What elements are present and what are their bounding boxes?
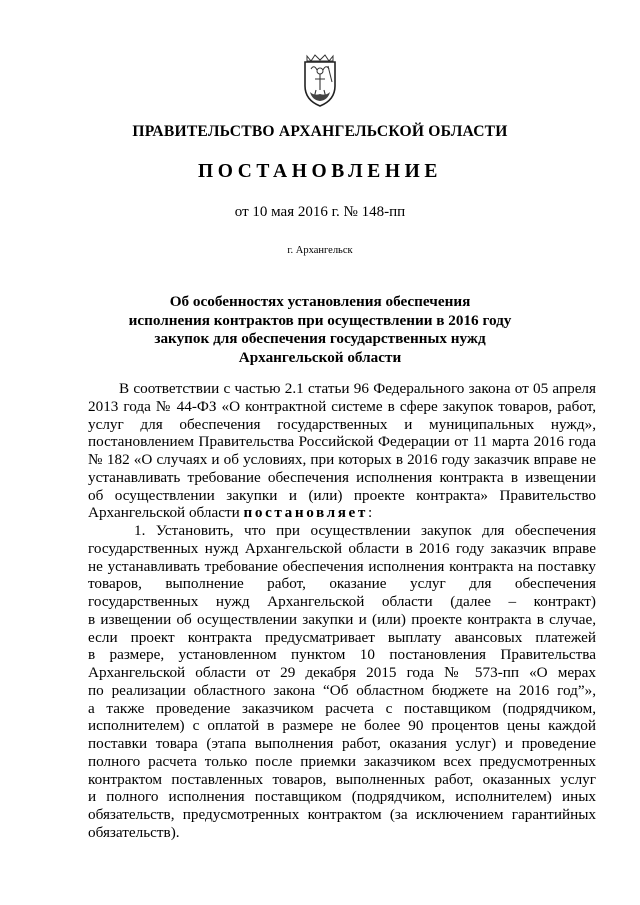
body-line: обязательств, предусмотренных контрактом (за исключением гарантийных xyxy=(88,806,596,823)
body-line: постановлением Правительства Российской Федерации от 11 марта 2016 года xyxy=(88,433,596,451)
body-line: по реализации областного закона “Об областном бюджете на 2016 год”», xyxy=(88,681,596,699)
body-line: контрактом поставленных товаров, выполненных работ, оказанных услуг xyxy=(88,770,596,788)
title-line: закупок для обеспечения государственных нужд xyxy=(154,330,486,348)
resolve-colon: : xyxy=(367,504,373,522)
item-1-paragraph xyxy=(88,522,596,842)
title-line: исполнения контрактов при осуществлении в 2016 году xyxy=(128,311,512,329)
body-line: обязательств). xyxy=(88,823,180,841)
title-line: Архангельской области xyxy=(238,349,402,367)
document-place: г. Архангельск xyxy=(287,245,353,256)
body-line: услуг для обеспечения государственных и муниципальных нужд», xyxy=(88,415,596,433)
title-line: Об особенностях установления обеспечения xyxy=(169,293,471,310)
body-line: исполнителем) с оплатой в размере не более 90 процентов цены каждой xyxy=(88,717,596,735)
document-type: ПОСТАНОВЛЕНИЕ xyxy=(197,161,443,182)
body-line: государственных нужд Архангельской области (далее – контракт) xyxy=(88,593,596,610)
body-line: поставки товара (этапа выполнения работ, оказания услуг) и проведение xyxy=(88,735,596,752)
preamble-paragraph xyxy=(88,380,596,522)
resolve-word: постановляет xyxy=(243,504,368,522)
body-text: Архангельской области xyxy=(88,504,240,522)
body-line: № 182 «О случаях и об условиях, при которых в 2016 году заказчик вправе не xyxy=(88,451,596,468)
body-line: государственных нужд Архангельской области в 2016 году заказчик вправе xyxy=(88,539,596,557)
issuing-authority: ПРАВИТЕЛЬСТВО АРХАНГЕЛЬСКОЙ ОБЛАСТИ xyxy=(132,123,508,140)
body-line: в размере, установленном пунктом 10 постановления Правительства xyxy=(88,646,596,664)
body-line: 1. Установить, что при осуществлении закупок для обеспечения xyxy=(134,522,596,539)
body-line: если проект контракта предусматривает выплату авансовых платежей xyxy=(88,628,596,646)
body-line: устанавливать требование обеспечения исполнения контракта в извещении xyxy=(88,468,596,486)
coat-of-arms-emblem xyxy=(302,52,338,108)
body-line: 2013 года № 44-ФЗ «О контрактной системе в сфере закупок товаров, работ, xyxy=(88,397,596,415)
body-line: об осуществлении закупки и (или) проекте контракта» Правительство xyxy=(88,486,596,504)
document-body xyxy=(88,380,596,842)
document-date-number: от 10 мая 2016 г. № 148-пп xyxy=(234,204,406,220)
body-line xyxy=(88,504,596,522)
document-title xyxy=(0,293,640,368)
body-line: товаров, выполнение работ, оказание услуг для обеспечения xyxy=(88,575,596,593)
body-line: и полного исполнения поставщиком (подрядчиком, исполнителем) иных xyxy=(88,788,596,806)
body-line: а также проведение заказчиком расчета с поставщиком (подрядчиком, xyxy=(88,699,596,717)
body-line: В соответствии с частью 2.1 статьи 96 Федерального закона от 05 апреля xyxy=(119,380,596,397)
body-line: полного расчета только после приемки заказчиком всех предусмотренных xyxy=(88,752,596,770)
body-line: не устанавливать требование обеспечения исполнения контракта на поставку xyxy=(88,557,596,575)
body-line: Архангельской области от 29 декабря 2015 года № 573-пп «О мерах xyxy=(88,664,596,681)
body-line: в извещении об осуществлении закупки и (или) проекте контракта в случае, xyxy=(88,610,596,628)
